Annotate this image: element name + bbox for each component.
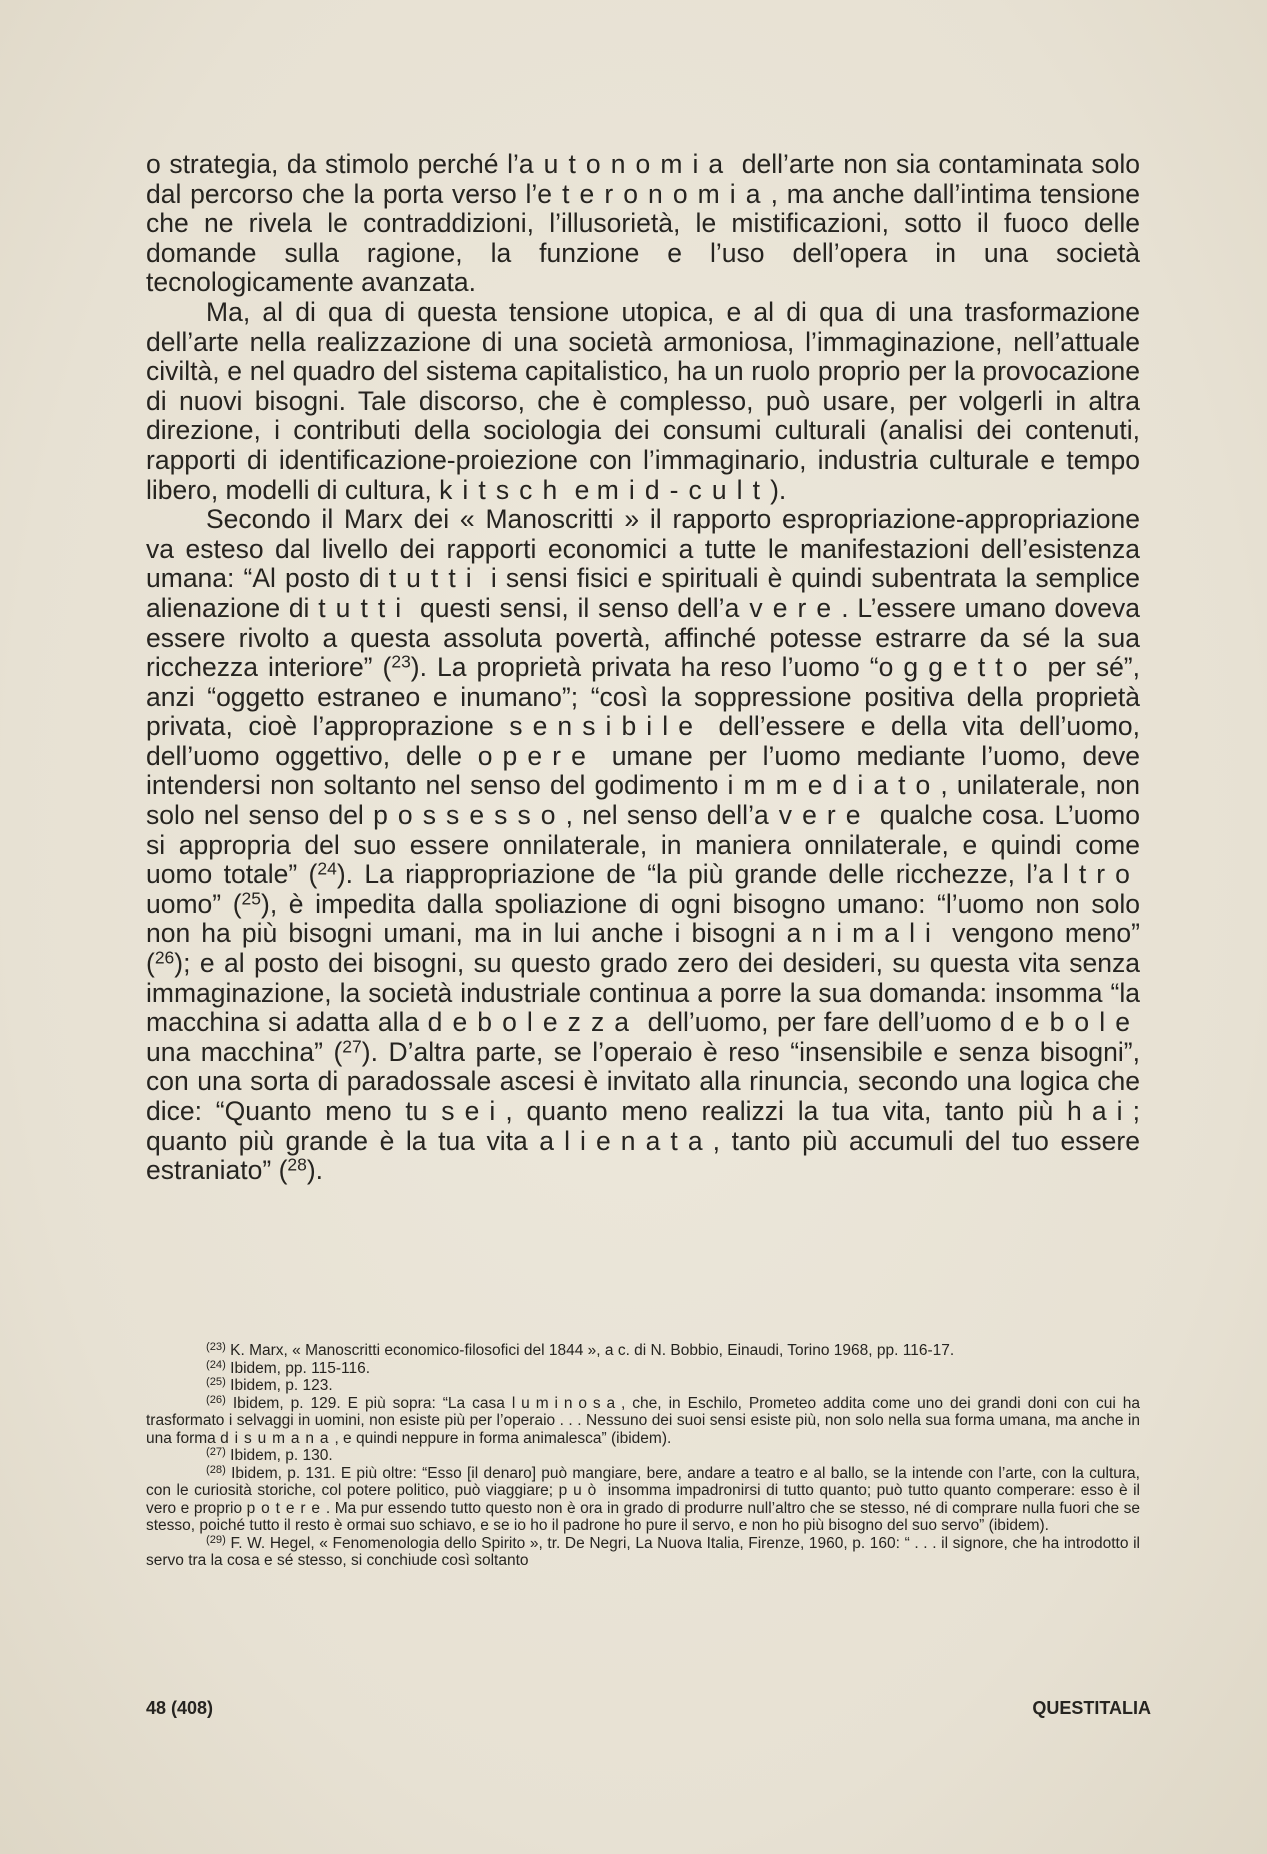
- spaced-emphasis: potere: [246, 1499, 326, 1517]
- text-run: Secondo il Marx dei « Manoscritti » il rapporto espropriazione-appropriazione va esteso dal livello dei rapporti economici a tutte le manifestazioni dell’esistenza umana: “Al posto di: [146, 504, 1140, 594]
- spaced-emphasis: disumana: [220, 1429, 335, 1447]
- spaced-emphasis: eteronomia: [537, 178, 771, 209]
- text-run: questi sensi, il senso dell’: [411, 592, 725, 623]
- spaced-emphasis: luminosa: [511, 1394, 621, 1412]
- text-run: Ibidem, p. 123.: [225, 1377, 333, 1394]
- spaced-emphasis: kitsch: [439, 474, 568, 505]
- spaced-emphasis: sensibile: [509, 711, 704, 742]
- text-run: dell’uomo, per fare dell’uomo: [639, 1007, 1000, 1038]
- text-run: ). La proprietà privata ha reso l’uomo “: [410, 652, 879, 683]
- text-run: Ibidem, p. 131. E più oltre: “Esso [il denaro] può mangiare, bere, andare a teatro e al ballo, se la intende con l’arte, con la cultura, con le curiosità storiche, col potere politico, può viaggiare;: [146, 1464, 1140, 1499]
- main-text: [146, 150, 1140, 1186]
- text-run: , unilaterale, non solo nel senso del: [146, 770, 1140, 831]
- footnote-ref: 24: [317, 858, 337, 879]
- footnote-number: (24): [206, 1358, 226, 1371]
- text-run: Ibidem, p. 130.: [225, 1447, 333, 1464]
- text-run: , ma anche dall’intima tensione che ne rivela le contraddizioni, l’illusorietà, le mistificazioni, sotto il fuoco delle domande sulla ragione, la funzione e l’uso dell’opera in una società tecnologicamente avanzata.: [146, 178, 1140, 298]
- text-run: e: [567, 474, 597, 505]
- spaced-emphasis: può: [558, 1482, 603, 1499]
- spaced-emphasis: avere: [724, 592, 842, 623]
- footnote-ref: 25: [241, 888, 261, 909]
- text-run: , quanto meno realizzi la tua vita, tanto più: [505, 1096, 1068, 1126]
- spaced-emphasis: mid-cult: [596, 474, 771, 505]
- footnote: [146, 1395, 1140, 1448]
- footnote-ref: 26: [154, 947, 175, 968]
- text-run: dell’arte non sia contaminata solo dal percorso che la porta verso l’: [146, 149, 1140, 209]
- text-run: , tanto più accumuli del tuo essere estraniato” (: [146, 1125, 1140, 1186]
- page-number: 48 (408): [146, 1698, 214, 1718]
- footnote-number: (27): [206, 1445, 226, 1458]
- spaced-emphasis: debole: [1000, 1007, 1140, 1038]
- footnote: [146, 1360, 1140, 1378]
- text-run: , e quindi neppure in forma animalesca” (ibidem).: [334, 1429, 672, 1447]
- text-run: i sensi fisici e spirituali è quindi subentrata la semplice alienazione di: [146, 563, 1140, 623]
- text-run: qualche cosa. L’uomo si appropria del suo essere onnilaterale, in maniera onnilaterale, e quindi come uomo totale” (: [146, 800, 1140, 890]
- text-run: ); e al posto dei bisogni, su questo grado zero dei desideri, su questa vita senza immaginazione, la società industriale continua a porre la sua domanda: insomma “la macchina si adatta alla: [146, 948, 1140, 1038]
- spaced-emphasis: autonomia: [518, 149, 734, 179]
- text-run: ; quanto più grande è la tua vita: [146, 1096, 1140, 1156]
- spaced-emphasis: oggetto: [878, 652, 1038, 683]
- text-run: o strategia, da stimolo perché l’: [146, 149, 519, 179]
- text-run: ). La riappropriazione de “la più grande delle ricchezze, l’: [336, 859, 1039, 890]
- footnote: [146, 1465, 1140, 1535]
- footnote-number: (29): [206, 1533, 226, 1546]
- spaced-emphasis: alienata: [539, 1125, 713, 1156]
- paragraph: [146, 150, 1140, 298]
- footnote: [146, 1377, 1140, 1395]
- spaced-emphasis: opere: [477, 740, 596, 771]
- text-run: ).: [770, 474, 787, 505]
- text-run: insomma impadronirsi di tutto quanto; può tutto quanto comperare: esso è il vero e proprio: [146, 1482, 1141, 1517]
- footnote-number: (26): [206, 1393, 226, 1406]
- spaced-emphasis: tutti: [318, 592, 412, 623]
- footnote-number: (25): [206, 1375, 226, 1388]
- footnote: [146, 1535, 1140, 1570]
- footnotes: [146, 1342, 1140, 1570]
- text-run: Ma, al di qua di questa tensione utopica, e al di qua di una trasformazione dell’arte nella realizzazione di una società armoniosa, l’immaginazione, nell’attuale civiltà, e nel quadro del sistema capitalistico, ha un ruolo proprio per la provocazione di nuovi bisogni. Tale discorso, che è complesso, può usare, per volgerli in altra direzione, i contributi della sociologia dei consumi culturali (analisi dei contenuti, rapporti di identificazione-proiezione con l’immaginario, industria culturale e tempo libero, modelli di cultura,: [146, 296, 1140, 505]
- text-run: , che, in Eschilo, Prometeo addita come uno dei grandi doni con cui ha trasformato i selvaggi in uomini, non esiste più per l’operaio . . . Nessuno dei suoi sensi esiste più, non solo nella sua forma umana, ma anche in una forma: [146, 1394, 1140, 1447]
- text-run: . Ma pur essendo tutto questo non è ora in grado di produrre null’altro che se stesso, né di comprare nulla fuori che se stesso, poiché tutto il resto è ormai suo schiavo, e se io ho il padrone ho pure il servo, e non ho più bisogno del suo servo” (ibidem).: [146, 1499, 1140, 1534]
- text-run: K. Marx, « Manoscritti economico-filosofici del 1844 », a c. di N. Bobbio, Einaudi, Torino 1968, pp. 116-17.: [225, 1342, 955, 1359]
- text-run: , nel senso dell’: [565, 800, 754, 831]
- text-run: per sé”, anzi “oggetto estraneo e inumano”; “così la soppressione positiva della proprietà privata, cioè l’approprazione: [146, 652, 1140, 742]
- spaced-emphasis: immediato: [727, 770, 941, 801]
- footnote: [146, 1447, 1140, 1465]
- text-run: umane per l’uomo mediante l’uomo, deve intendersi non soltanto nel senso del godimento: [146, 740, 1140, 801]
- footnote: [146, 1342, 1140, 1360]
- text-run: ), è impedita dalla spoliazione di ogni bisogno umano: “l’uomo non solo non ha più bisogni umani, ma in lui anche i bisogni: [146, 888, 1140, 949]
- text-run: ).: [306, 1155, 324, 1186]
- text-run: F. W. Hegel, « Fenomenologia dello Spirito », tr. De Negri, La Nuova Italia, Firenze, 1960, p. 160: “ . . . il signore, che ha introdotto il servo tra la cosa e sé stesso, si conchiude così soltanto: [146, 1534, 1140, 1569]
- text-run: Ibidem, pp. 115-116.: [225, 1359, 371, 1377]
- footnote-number: (28): [206, 1463, 226, 1476]
- footnote-ref: 27: [342, 1036, 362, 1057]
- spaced-emphasis: possesso: [373, 800, 566, 831]
- text-run: vengono meno” (: [146, 918, 1140, 979]
- spaced-emphasis: avere: [753, 800, 871, 831]
- text-run: una macchina” (: [146, 1036, 343, 1067]
- spaced-emphasis: altro: [1038, 859, 1140, 890]
- text-run: ). D’altra parte, se l’operaio è reso “insensibile e senza bisogni”, con una sorta di paradossale ascesi è invitato alla rinuncia, secondo una logica che dice: “Quanto meno tu: [146, 1036, 1140, 1126]
- spaced-emphasis: hai: [1067, 1096, 1133, 1126]
- text-run: dell’essere e della vita dell’uomo, dell’uomo oggettivo, delle: [146, 711, 1141, 771]
- spaced-emphasis: animali: [786, 918, 942, 949]
- footnote-ref: 28: [287, 1154, 307, 1175]
- spaced-emphasis: debolezza: [427, 1007, 640, 1038]
- footnote-ref: 23: [391, 651, 411, 672]
- journal-name: QUESTITALIA: [1032, 1698, 1151, 1718]
- spaced-emphasis: tutti: [388, 563, 482, 594]
- text-run: . L’essere umano doveva essere rivolto a questa assoluta povertà, affinché potesse estrarre da sé la sua ricchezza interiore” (: [146, 592, 1140, 683]
- spaced-emphasis: sei: [441, 1096, 506, 1126]
- footnote-number: (23): [206, 1340, 226, 1353]
- paragraph: [146, 298, 1140, 505]
- text-run: Ibidem, p. 129. E più sopra: “La casa: [225, 1394, 512, 1412]
- paragraph: [146, 505, 1140, 1186]
- text-run: uomo” (: [146, 888, 242, 919]
